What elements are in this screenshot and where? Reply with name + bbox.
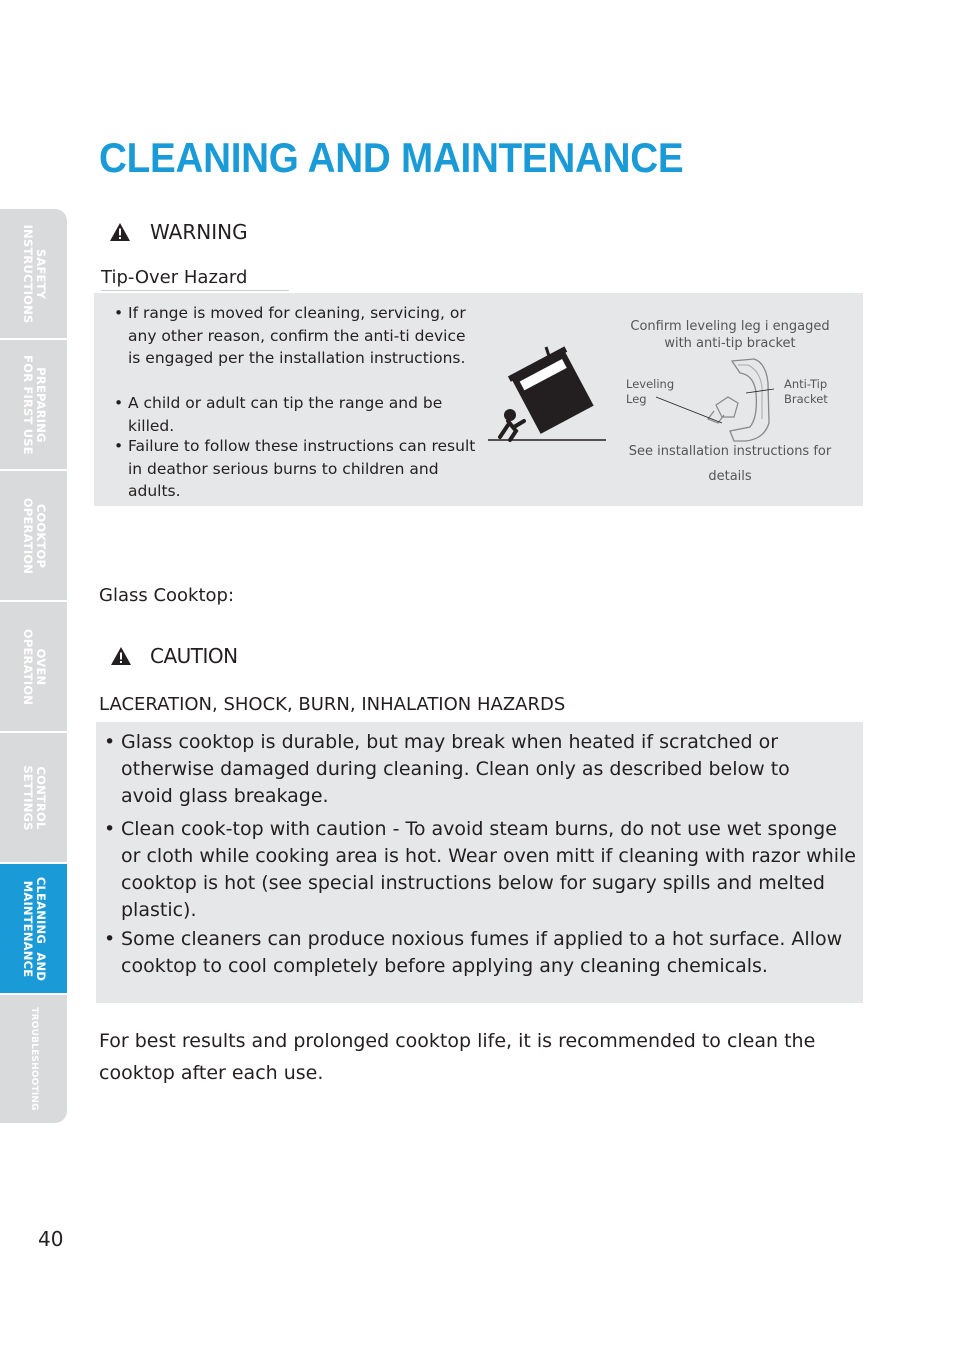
bullet: • (114, 304, 124, 322)
warning-triangle-icon (109, 222, 131, 242)
bullet: • (114, 437, 124, 455)
tip-over-panel (94, 293, 863, 506)
tab-label: OVEN OPERATION (20, 628, 48, 705)
warning-bullet-text: A child or adult can tip the range and be killed. (128, 394, 443, 435)
caution-bullet-text: Glass cooktop is durable, but may break when heated if scratched or otherwise damaged during cleaning. Clean only as described below to avoid glass breakage. (121, 731, 790, 807)
list-item (114, 435, 484, 503)
page-title: CLEANING AND MAINTENANCE (99, 134, 684, 181)
figure-caption-top: Confirm leveling leg i engaged with anti-tip bracket (630, 319, 830, 351)
tab-troubleshooting[interactable] (0, 995, 67, 1123)
list-item (114, 302, 484, 392)
caution-bullet-text: Some cleaners can produce noxious fumes if applied to a hot surface. Allow cooktop to cool completely before applying any cleaning chemicals. (121, 928, 843, 977)
bullet: • (114, 394, 124, 412)
tab-cooktop-operation[interactable] (0, 471, 67, 602)
anti-tip-bracket-label: Anti-Tip Bracket (784, 377, 828, 406)
warning-bullet-text: If range is moved for cleaning, servicing, or any other reason, confirm the anti-ti device is engaged per the installation instructions. (128, 304, 466, 367)
caution-bullet-text: Clean cook-top with caution - To avoid steam burns, do not use wet sponge or cloth while cooking area is hot. Wear oven mitt if cleaning with razor while cooktop is hot (see special instructions below for sugary spills and melted plastic). (121, 818, 856, 921)
hazard-heading: LACERATION, SHOCK, BURN, INHALATION HAZARDS (99, 694, 566, 715)
caution-label: CAUTION (150, 644, 238, 668)
caution-panel (96, 722, 863, 1003)
tab-oven-operation[interactable] (0, 602, 67, 733)
tip-over-range-icon (488, 345, 606, 443)
body-paragraph: For best results and prolonged cooktop life, it is recommended to clean the cooktop after each use. (99, 1030, 816, 1084)
tab-safety-instructions[interactable] (0, 209, 67, 340)
side-tab-strip (0, 209, 67, 1123)
bullet: • (104, 818, 116, 840)
tab-label: PREPARING FOR FIRST USE (20, 354, 48, 455)
figure-caption-bottom: See installation instructions for details (628, 444, 832, 484)
tab-label: TROUBLESHOOTING (28, 1007, 39, 1111)
tab-control-settings[interactable] (0, 733, 67, 864)
tab-cleaning-and-maintenance[interactable] (0, 864, 67, 995)
leveling-leg-label: Leveling Leg (626, 377, 675, 406)
tab-preparing-for-first-use[interactable] (0, 340, 67, 471)
tab-label: COOKTOP OPERATION (20, 497, 48, 574)
section-heading: Glass Cooktop: (99, 585, 235, 606)
warning-triangle-icon (110, 646, 132, 666)
tip-over-heading: Tip-Over Hazard (101, 267, 289, 291)
warning-label: WARNING (150, 220, 248, 244)
page-number: 40 (38, 1227, 64, 1251)
tab-label: CONTROL SETTINGS (20, 764, 48, 831)
bullet: • (104, 731, 116, 753)
tab-label: SAFETY INSTRUCTIONS (20, 224, 48, 323)
bullet: • (104, 928, 116, 950)
warning-bullet-text: Failure to follow these instructions can result in deathor serious burns to children and adults. (128, 437, 476, 500)
tab-label: CLEANING AND MAINTENANCE (20, 876, 48, 981)
list-item (114, 392, 484, 437)
